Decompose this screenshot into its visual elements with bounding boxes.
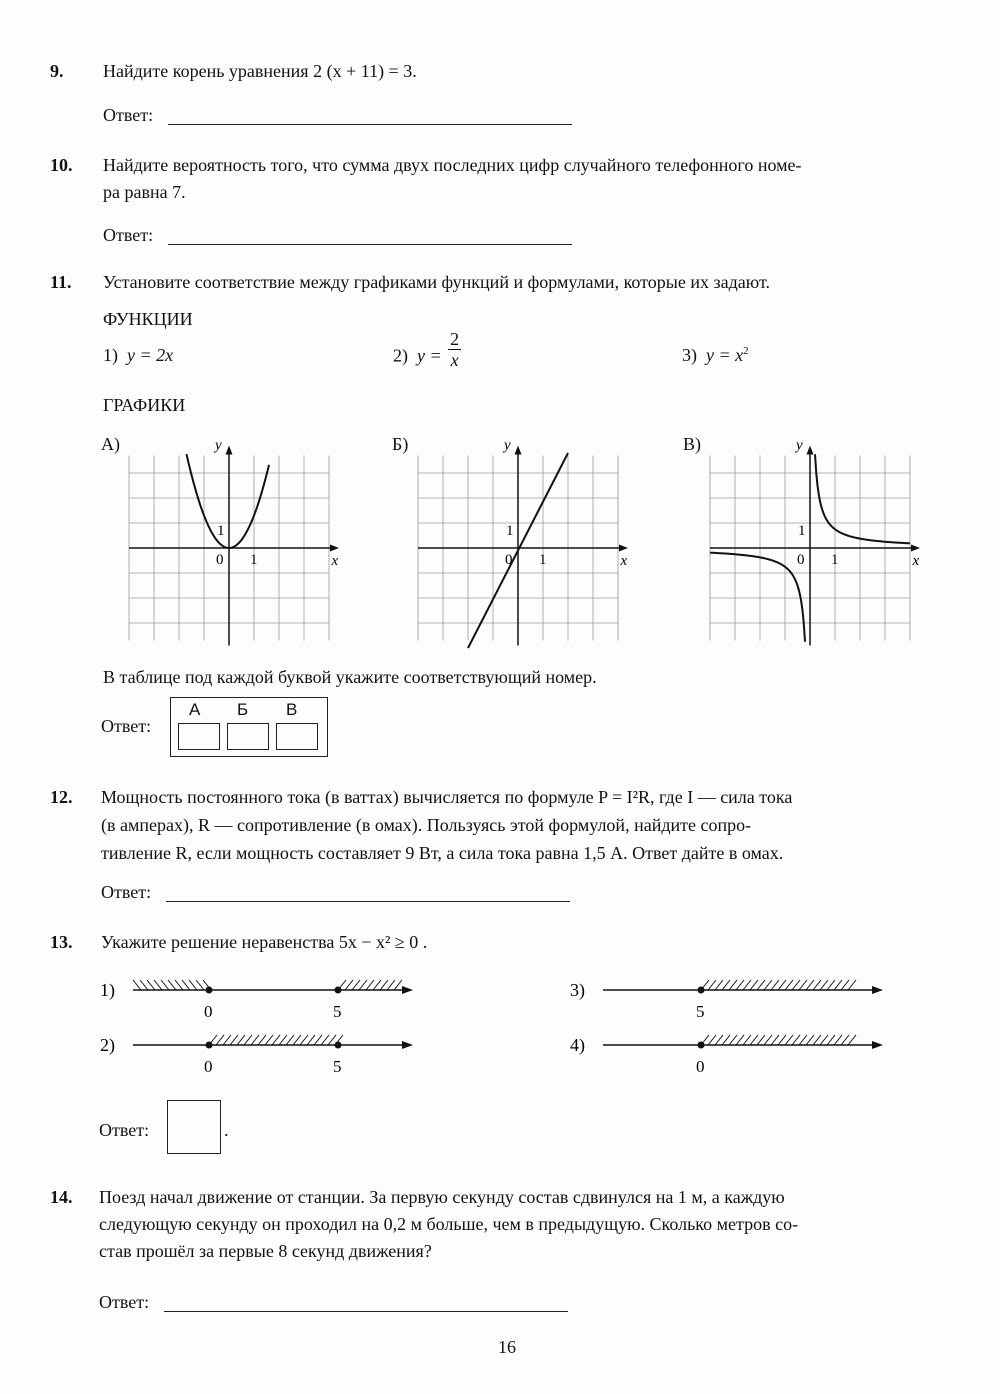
answer-table [170, 697, 328, 757]
origin-label: 0 [216, 552, 224, 568]
[object Object] [764, 1035, 772, 1045]
x-arrow-icon [330, 545, 339, 552]
page-number: 16 [498, 1337, 516, 1357]
[object Object] [715, 980, 723, 990]
answer-label: Ответ: [103, 225, 154, 245]
x-arrow-icon [619, 545, 628, 552]
question-text: став прошёл за первые 8 секунд движения? [99, 1241, 432, 1261]
option-label: 2) [100, 1035, 115, 1055]
question-text: ра равна 7. [103, 182, 186, 202]
point-label: 5 [696, 1002, 705, 1021]
question-text: Найдите корень уравнения 2 (x + 11) = 3. [103, 61, 417, 81]
number-line-options [90, 970, 910, 1085]
[object Object] [827, 980, 835, 990]
point-label: 0 [696, 1057, 705, 1076]
y-unit-label: 1 [217, 523, 225, 539]
[object Object] [827, 1035, 835, 1045]
[object Object] [792, 1035, 800, 1045]
graph-label-a: А) [101, 434, 120, 454]
arrow-icon [402, 1041, 413, 1049]
[object Object] [321, 1035, 329, 1045]
answer-label: Ответ: [99, 1120, 150, 1140]
table-header: В [286, 700, 298, 719]
[object Object] [244, 1035, 252, 1045]
x-axis-label: x [331, 553, 339, 569]
[object Object] [750, 1035, 758, 1045]
[object Object] [848, 1035, 856, 1045]
answer-label: Ответ: [101, 716, 152, 736]
[object Object] [380, 980, 388, 990]
[object Object] [736, 980, 744, 990]
[object Object] [799, 1035, 807, 1045]
answer-field[interactable] [168, 124, 572, 125]
y-unit-label: 1 [798, 523, 806, 539]
point-label: 0 [204, 1002, 213, 1021]
answer-suffix: . [224, 1120, 229, 1140]
[object Object] [293, 1035, 301, 1045]
[object Object] [778, 1035, 786, 1045]
[object Object] [820, 980, 828, 990]
[object Object] [366, 980, 374, 990]
point-label: 5 [333, 1002, 342, 1021]
[object Object] [799, 980, 807, 990]
[object Object] [373, 980, 381, 990]
point-label: 0 [204, 1057, 213, 1076]
[object Object] [785, 980, 793, 990]
[object Object] [175, 980, 183, 990]
graph-label-b: Б) [392, 434, 409, 454]
option-label: 3) [570, 980, 585, 1000]
point [335, 987, 342, 994]
question-text: следующую секунду он проходил на 0,2 м больше, чем в предыдущую. Сколько метров со- [99, 1214, 799, 1234]
x-unit-label: 1 [831, 552, 839, 568]
graph-label-v: В) [683, 434, 701, 454]
[object Object] [314, 1035, 322, 1045]
[object Object] [792, 980, 800, 990]
graph-b [414, 432, 639, 650]
[object Object] [834, 1035, 842, 1045]
arrow-icon [402, 986, 413, 994]
[object Object] [806, 980, 814, 990]
[object Object] [147, 980, 155, 990]
question-number: 10. [50, 155, 73, 175]
[object Object] [708, 1035, 716, 1045]
x-unit-label: 1 [539, 552, 547, 568]
point [206, 987, 213, 994]
answer-label: Ответ: [101, 882, 152, 902]
[object Object] [223, 1035, 231, 1045]
[object Object] [729, 980, 737, 990]
[object Object] [154, 980, 162, 990]
[object Object] [722, 980, 730, 990]
[object Object] [196, 980, 204, 990]
[object Object] [345, 980, 353, 990]
[object Object] [216, 1035, 224, 1045]
answer-field[interactable] [164, 1311, 568, 1312]
question-text: Мощность постоянного тока (в ваттах) вычисляется по формуле P = I²R, где I — сила тока [101, 787, 793, 807]
[object Object] [834, 980, 842, 990]
question-number: 11. [50, 272, 72, 292]
point [698, 1042, 705, 1049]
[object Object] [279, 1035, 287, 1045]
x-arrow-icon [911, 545, 920, 552]
x-unit-label: 1 [250, 552, 258, 568]
[object Object] [757, 1035, 765, 1045]
[object Object] [771, 980, 779, 990]
[object Object] [841, 1035, 849, 1045]
y-arrow-icon [515, 446, 522, 455]
[object Object] [743, 1035, 751, 1045]
y-axis-label: y [215, 437, 222, 454]
[object Object] [168, 980, 176, 990]
[object Object] [237, 1035, 245, 1045]
answer-field[interactable] [166, 901, 570, 902]
[object Object] [272, 1035, 280, 1045]
question-number: 14. [50, 1187, 73, 1207]
[object Object] [182, 980, 190, 990]
graph-a [125, 432, 350, 650]
[object Object] [757, 980, 765, 990]
question-text: Найдите вероятность того, что сумма двух последних цифр случайного телефонного номе- [103, 155, 802, 175]
[object Object] [750, 980, 758, 990]
[object Object] [189, 980, 197, 990]
arrow-icon [872, 1041, 883, 1049]
[object Object] [806, 1035, 814, 1045]
question-text: Установите соответствие между графиками функций и формулами, которые их задают. [103, 272, 770, 292]
[object Object] [708, 980, 716, 990]
[object Object] [258, 1035, 266, 1045]
[object Object] [813, 1035, 821, 1045]
answer-cell-v[interactable] [276, 723, 318, 750]
[object Object] [251, 1035, 259, 1045]
[object Object] [722, 1035, 730, 1045]
graphs-heading: ГРАФИКИ [103, 395, 186, 415]
question-number: 13. [50, 932, 73, 952]
point [698, 987, 705, 994]
question-number: 9. [50, 61, 64, 81]
y-axis-label: y [796, 437, 803, 454]
question-text: (в амперах), R — сопротивление (в омах). Пользуясь этой формулой, найдите сопро- [101, 815, 752, 835]
[object Object] [813, 980, 821, 990]
[object Object] [307, 1035, 315, 1045]
function-curve [187, 454, 270, 548]
answer-label: Ответ: [103, 105, 154, 125]
x-axis-label: x [620, 553, 628, 569]
[object Object] [394, 980, 402, 990]
option-label: 4) [570, 1035, 585, 1055]
[object Object] [140, 980, 148, 990]
question-text: Поезд начал движение от станции. За первую секунду состав сдвинулся на 1 м, а каждую [99, 1187, 785, 1207]
point [206, 1042, 213, 1049]
y-arrow-icon [226, 446, 233, 455]
answer-box[interactable] [167, 1100, 221, 1154]
answer-cell-a[interactable] [178, 723, 220, 750]
[object Object] [841, 980, 849, 990]
[object Object] [715, 1035, 723, 1045]
y-unit-label: 1 [506, 523, 514, 539]
arrow-icon [872, 986, 883, 994]
[object Object] [771, 1035, 779, 1045]
[object Object] [286, 1035, 294, 1045]
[object Object] [764, 980, 772, 990]
[object Object] [785, 1035, 793, 1045]
instruction-text: В таблице под каждой буквой укажите соответствующий номер. [103, 667, 597, 687]
[object Object] [300, 1035, 308, 1045]
answer-field[interactable] [168, 244, 572, 245]
[object Object] [736, 1035, 744, 1045]
[object Object] [820, 1035, 828, 1045]
[object Object] [848, 980, 856, 990]
[object Object] [133, 980, 141, 990]
[object Object] [387, 980, 395, 990]
[object Object] [161, 980, 169, 990]
answer-label: Ответ: [99, 1292, 150, 1312]
function-2: 2) y = $\frac{2}{x}$ [393, 329, 460, 370]
function-1: 1) y = 2x [103, 345, 174, 365]
question-number: 12. [50, 787, 73, 807]
origin-label: 0 [797, 552, 805, 568]
y-arrow-icon [807, 446, 814, 455]
[object Object] [778, 980, 786, 990]
[object Object] [328, 1035, 336, 1045]
[object Object] [729, 1035, 737, 1045]
functions-heading: ФУНКЦИИ [103, 309, 193, 329]
[object Object] [352, 980, 360, 990]
table-header: А [189, 700, 201, 719]
point [335, 1042, 342, 1049]
option-label: 1) [100, 980, 115, 1000]
function-3: 3) $y = x^2$ [682, 345, 749, 365]
question-text: тивление R, если мощность составляет 9 Вт, а сила тока равна 1,5 А. Ответ дайте в омах. [101, 843, 784, 863]
question-text: Укажите решение неравенства 5x − x² ≥ 0 . [101, 932, 428, 952]
[object Object] [265, 1035, 273, 1045]
origin-label: 0 [505, 552, 513, 568]
answer-cell-b[interactable] [227, 723, 269, 750]
y-axis-label: y [504, 437, 511, 454]
table-header: Б [237, 700, 249, 719]
point-label: 5 [333, 1057, 342, 1076]
[object Object] [743, 980, 751, 990]
x-axis-label: x [912, 553, 920, 569]
[object Object] [230, 1035, 238, 1045]
graph-v [706, 432, 931, 650]
[object Object] [359, 980, 367, 990]
